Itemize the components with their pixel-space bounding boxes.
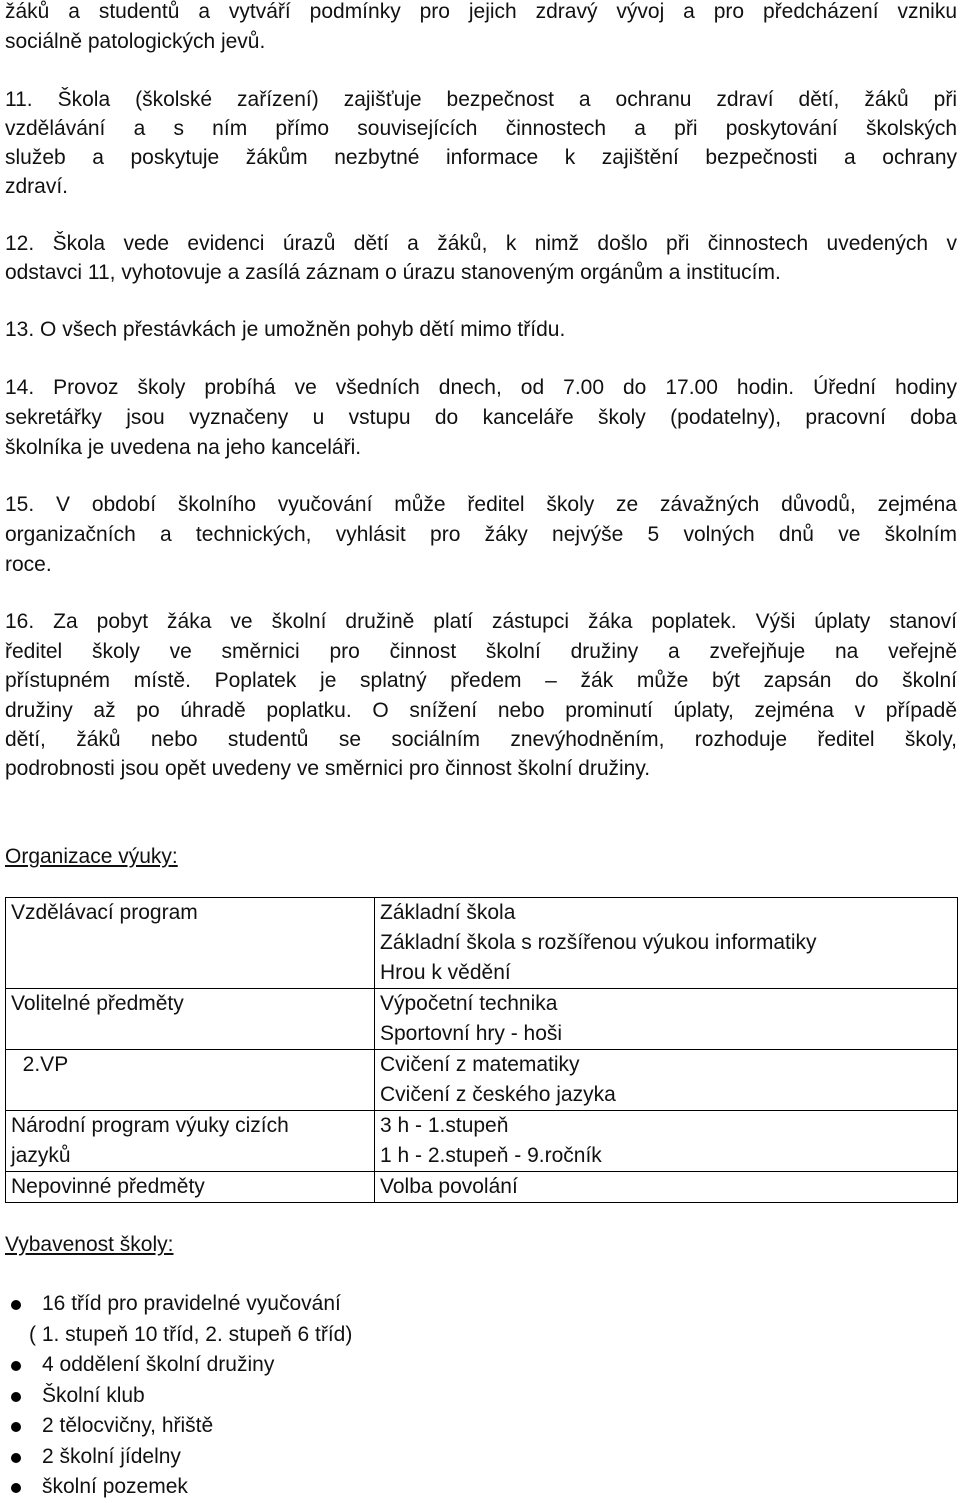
equipment-heading: Vybavenost školy: — [5, 1233, 174, 1256]
bullet-icon — [11, 1361, 21, 1371]
paragraph-14-line: sekretářky jsou vyznačeny u vstupu do kanceláře školy (podatelny), pracovní doba — [5, 406, 957, 429]
table-row — [6, 898, 958, 989]
label-text: Nepovinné předměty — [11, 1175, 205, 1198]
row-values — [375, 1050, 958, 1111]
bullet-icon — [11, 1422, 21, 1432]
organization-heading: Organizace výuky: — [5, 845, 178, 868]
value-text: Hrou k vědění — [380, 961, 511, 984]
paragraph-16-line: družiny až po úhradě poplatku. O snížení nebo prominutí úplaty, zejména v případě — [5, 699, 957, 722]
value-text: Sportovní hry - hoši — [380, 1022, 563, 1045]
paragraph-16-line: přístupném místě. Poplatek je splatný předem – žák může být zapsán do školní — [5, 669, 957, 692]
list-item — [5, 1381, 352, 1412]
list-item — [5, 1442, 352, 1473]
table-row — [6, 1050, 958, 1111]
paragraph-12-line: odstavci 11, vyhotovuje a zasílá záznam o úrazu stanoveným orgánům a institucím. — [5, 261, 781, 284]
paragraph-15-line: 15. V období školního vyučování může ředitel školy ze závažných důvodů, zejména — [5, 493, 957, 516]
value-text: Cvičení z českého jazyka — [380, 1083, 616, 1106]
paragraph-11-line: služeb a poskytuje žákům nezbytné informace k zajištění bezpečnosti a ochrany — [5, 146, 957, 169]
list-note-text: ( 1. stupeň 10 tříd, 2. stupeň 6 tříd) — [29, 1322, 353, 1346]
row-values — [375, 1111, 958, 1172]
list-item-text: školní pozemek — [42, 1475, 188, 1498]
paragraph-15-line: roce. — [5, 553, 52, 576]
paragraph-11-line: zdraví. — [5, 175, 69, 198]
row-label — [6, 989, 375, 1050]
organization-table — [5, 897, 958, 1203]
list-item-text: 16 tříd pro pravidelné vyučování — [42, 1292, 341, 1315]
list-item-text: 2 tělocvičny, hřiště — [42, 1414, 214, 1437]
list-item — [5, 1350, 352, 1381]
table-row — [6, 1172, 958, 1203]
list-item-text: Školní klub — [42, 1383, 145, 1407]
list-item — [5, 1472, 352, 1503]
paragraph-16-line: dětí, žáků nebo studentů se sociálním znevýhodněním, rozhoduje ředitel školy, — [5, 728, 957, 751]
value-text: Základní škola s rozšířenou výukou informatiky — [380, 931, 817, 954]
paragraph-14-line: 14. Provoz školy probíhá ve všedních dnech, od 7.00 do 17.00 hodin. Úřední hodiny — [5, 376, 957, 399]
label-text: jazyků — [11, 1144, 71, 1167]
label-text: 2.VP — [11, 1053, 69, 1076]
table-row — [6, 989, 958, 1050]
label-text: Národní program výuky cizích — [11, 1114, 289, 1137]
value-text: Volba povolání — [380, 1175, 518, 1198]
row-values — [375, 989, 958, 1050]
label-text: Vzdělávací program — [11, 901, 198, 924]
value-text: 1 h - 2.stupeň - 9.ročník — [380, 1144, 602, 1167]
paragraph-16-line: 16. Za pobyt žáka ve školní družině platí zástupci žáka poplatek. Výši úplaty stanoví — [5, 610, 957, 633]
equipment-list — [5, 1289, 352, 1503]
row-label — [6, 898, 375, 989]
list-item — [5, 1411, 352, 1442]
value-text: 3 h - 1.stupeň — [380, 1114, 509, 1137]
value-text: Cvičení z matematiky — [380, 1053, 580, 1076]
list-item — [5, 1289, 352, 1320]
row-label — [6, 1111, 375, 1172]
paragraph-15-line: organizačních a technických, vyhlásit pro žáky nejvýše 5 volných dnů ve školním — [5, 523, 957, 546]
bullet-icon — [11, 1483, 21, 1493]
row-label — [6, 1172, 375, 1203]
bullet-icon — [11, 1300, 21, 1310]
paragraph-16-line: podrobnosti jsou opět uvedeny ve směrnici pro činnost školní družiny. — [5, 757, 651, 780]
value-text: Základní škola — [380, 901, 516, 924]
paragraph-13-line: 13. O všech přestávkách je umožněn pohyb dětí mimo třídu. — [5, 318, 566, 341]
bullet-icon — [11, 1392, 21, 1402]
paragraph-12-line: 12. Škola vede evidenci úrazů dětí a žáků, k nimž došlo při činnostech uvedených v — [5, 232, 957, 255]
table-row — [6, 1111, 958, 1172]
intro-line: sociálně patologických jevů. — [5, 30, 266, 53]
row-label — [6, 1050, 375, 1111]
intro-line: žáků a studentů a vytváří podmínky pro jejich zdravý vývoj a pro předcházení vzniku — [5, 0, 957, 23]
paragraph-14-line: školníka je uvedena na jeho kanceláři. — [5, 436, 362, 459]
list-item-note — [5, 1320, 352, 1351]
paragraph-11-line: 11. Škola (školské zařízení) zajišťuje bezpečnost a ochranu zdraví dětí, žáků při — [5, 88, 957, 111]
row-values — [375, 898, 958, 989]
bullet-icon — [11, 1453, 21, 1463]
paragraph-11-line: vzdělávání a s ním přímo souvisejících činnostech a při poskytování školských — [5, 117, 957, 140]
paragraph-16-line: ředitel školy ve směrnici pro činnost školní družiny a zveřejňuje na veřejně — [5, 640, 957, 663]
list-item-text: 4 oddělení školní družiny — [42, 1353, 275, 1376]
value-text: Výpočetní technika — [380, 992, 558, 1015]
list-item-text: 2 školní jídelny — [42, 1444, 181, 1468]
label-text: Volitelné předměty — [11, 992, 184, 1015]
row-values — [375, 1172, 958, 1203]
